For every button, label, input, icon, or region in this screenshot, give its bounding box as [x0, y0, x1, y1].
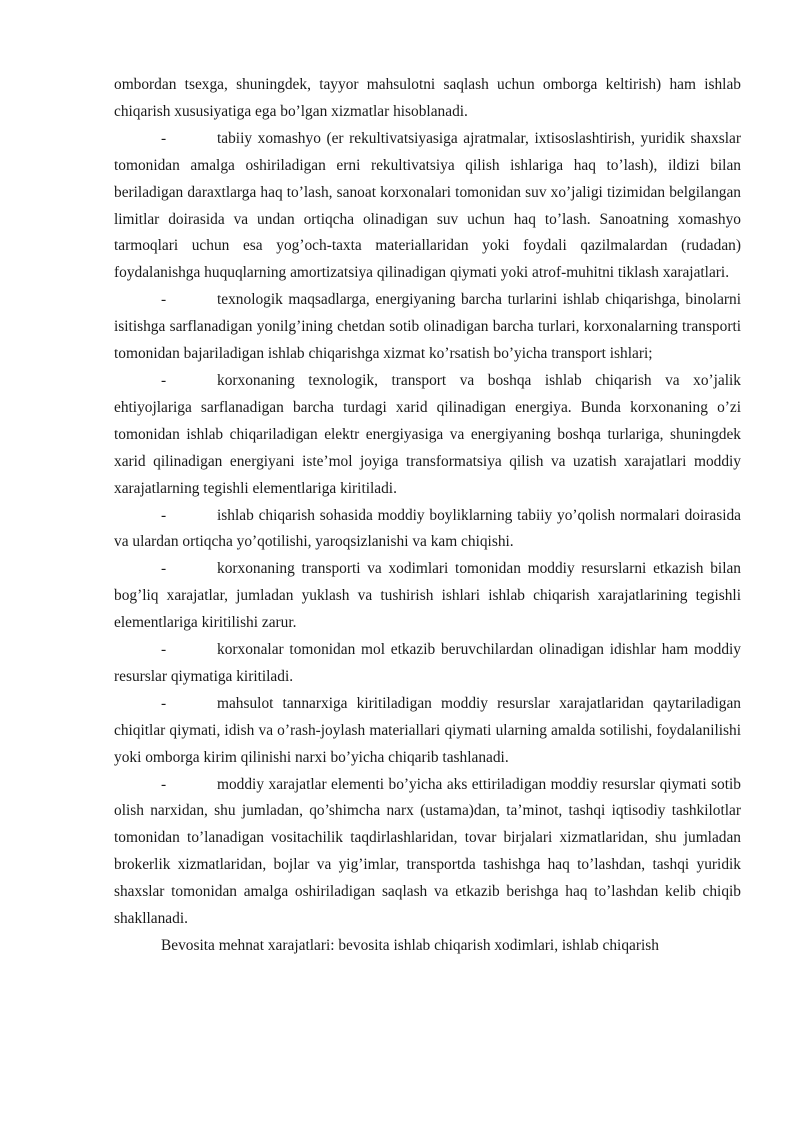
list-item: [114, 556, 741, 637]
list-item-text: tabiiy xomashyo (er rekultivatsiyasiga ajratmalar, ixtisoslashtirish, yuridik shaxslar tomonidan amalga oshiriladigan erni rekultivatsiya qilish ishlariga haq to’lash), ildizi bilan beriladigan daraxtlarga haq to’lash, sanoat korxonalari tomonidan suv xo’jaligi tizimidan belgilangan limitlar doirasida va undan ortiqcha olinadigan suv uchun haq to’lash. Sanoatning xomashyo tarmoqlari uchun esa yog’och-taxta materiallaridan yoki foydali qazilmalardan (rudadan) foydalanishga huquqlarning amortizatsiya qilinadigan qiymati yoki atrof-muhitni tiklash xarajatlari.: [114, 129, 741, 282]
list-item-text: korxonaning texnologik, transport va boshqa ishlab chiqarish va xo’jalik ehtiyojlariga sarflanadigan barcha turdagi xarid qilinadigan energiya. Bunda korxonaning o’zi tomonidan ishlab chiqariladigan elektr energiyasiga va energiyaning boshqa turlariga, shuningdek xarid qilinadigan energiyani iste’mol joyiga transformatsiya qilish va uzatish xarajatlari moddiy xarajatlarning tegishli elementlariga kiritiladi.: [114, 371, 741, 497]
list-item-text: texnologik maqsadlarga, energiyaning barcha turlarini ishlab chiqarishga, binolarni isitishga sarflanadigan yonilg’ining chetdan sotib olinadigan barcha turlari, korxonalarning transporti tomonidan bajariladigan ishlab chiqarishga xizmat ko’rsatish bo’yicha transport ishlari;: [114, 291, 741, 363]
list-item: [114, 637, 741, 691]
document-page: [114, 72, 741, 960]
bullet-dash: -: [161, 506, 167, 524]
list-item: [114, 126, 741, 287]
list-item-text: korxonaning transporti va xodimlari tomonidan moddiy resurslarni etkazish bilan bog’liq xarajatlar, jumladan yuklash va tushirish ishlari ishlab chiqarish xarajatlarining tegishli elementlariga kiritilishi zarur.: [114, 560, 741, 632]
list-item-text: mahsulot tannarxiga kiritiladigan moddiy resurslar xarajatlaridan qaytariladigan chiqitlar qiymati, idish va o’rash-joylash materiallari qiymati ularning amalda sotilishi, foydalanilishi yoki omborga kirim qilinishi narxi bo’yicha chiqarib tashlanadi.: [114, 694, 741, 766]
bullet-dash: -: [161, 560, 167, 578]
list-item-text: ishlab chiqarish sohasida moddiy boyliklarning tabiiy yo’qolish normalari doirasida va ulardan ortiqcha yo’qotilishi, yaroqsizlanishi va kam chiqishi.: [114, 506, 741, 551]
list-item: [114, 368, 741, 503]
bullet-dash: -: [161, 775, 167, 793]
intro-paragraph: ombordan tsexga, shuningdek, tayyor mahsulotni saqlash uchun omborga keltirish) ham ishlab chiqarish xususiyatiga ega bo’lgan xizmatlar hisoblanadi.: [114, 76, 741, 120]
list-item: [114, 772, 741, 933]
bullet-dash: -: [161, 641, 167, 659]
list-item-text: moddiy xarajatlar elementi bo’yicha aks ettiriladigan moddiy resurslar qiymati sotib olish narxidan, shu jumladan, qo’shimcha narx (ustama)dan, ta’minot, tashqi iqtisodiy tashkilotlar tomonidan to’lanadigan vositachilik taqdirlashlaridan, tovar birjalari xizmatlaridan, shu jumladan brokerlik xizmatlaridan, bojlar va yig’imlar, transportda tashishga haq to’lashdan, tashqi yuridik shaxslar tomonidan amalga oshiriladigan saqlash va etkazib berishga haq to’lashdan kelib chiqib shakllanadi.: [114, 775, 741, 928]
list-item: [114, 287, 741, 368]
bullet-dash: -: [161, 694, 167, 712]
bullet-dash: -: [161, 371, 167, 389]
list-item-text: korxonalar tomonidan mol etkazib beruvchilardan olinadigan idishlar ham moddiy resurslar qiymatiga kiritiladi.: [114, 641, 741, 685]
bullet-dash: -: [161, 129, 167, 147]
closing-paragraph: Bevosita mehnat xarajatlari: bevosita ishlab chiqarish xodimlari, ishlab chiqarish: [161, 937, 659, 954]
bullet-dash: -: [161, 291, 167, 309]
list-item: [114, 691, 741, 772]
list-item: [114, 503, 741, 557]
